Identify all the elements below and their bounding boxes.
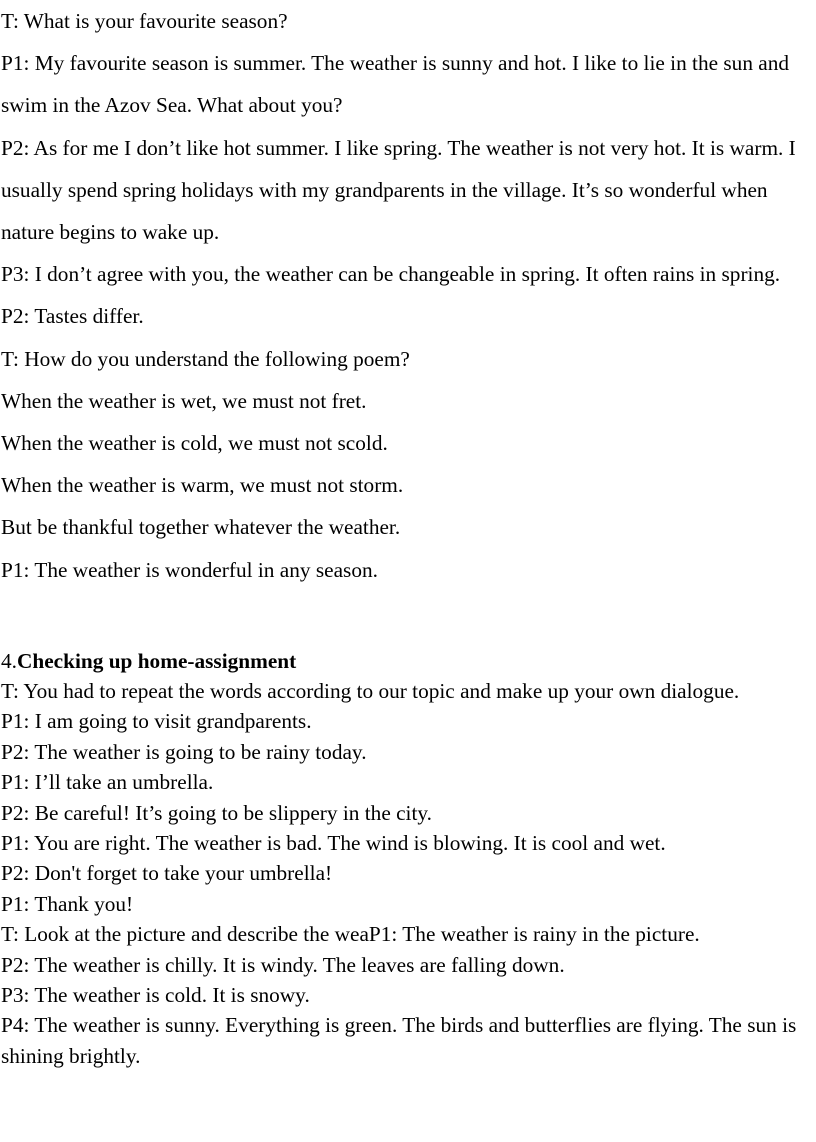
dialogue-line: P3: The weather is cold. It is snowy. [1,983,310,1008]
poem-line: When the weather is warm, we must not storm. [1,473,404,498]
poem-line: When the weather is wet, we must not fret. [1,388,367,413]
poem-line: But be thankful together whatever the weather. [1,515,401,540]
dialogue-line: T: What is your favourite season? [1,9,288,33]
dialogue-line: P4: The weather is sunny. Everything is green. The birds and butterflies are flying. The sun is shining brightly. [1,1013,797,1068]
dialogue-line: P1: I am going to visit grandparents. [1,709,312,734]
dialogue-line: T: You had to repeat the words according to our topic and make up your own dialogue. [1,679,740,703]
dialogue-line: P1: The weather is wonderful in any season. [1,557,378,582]
dialogue-line: P3: I don’t agree with you, the weather can be changeable in spring. It often rains in spring. [1,262,781,287]
dialogue-line: T: Look at the picture and describe the weaP1: The weather is rainy in the picture. [1,922,700,947]
dialogue-line: P1: My favourite season is summer. The weather is sunny and hot. I like to lie in the sun and swim in the Azov Sea. What about you? [1,51,790,118]
dialogue-section-seasons [1,0,813,591]
dialogue-line: P1: You are right. The weather is bad. The wind is blowing. It is cool and wet. [1,831,666,856]
section-number: 4. [1,649,17,673]
dialogue-line: T: How do you understand the following poem? [1,346,410,371]
dialogue-line: P2: Be careful! It’s going to be slippery in the city. [1,800,432,825]
dialogue-line: P2: Don't forget to take your umbrella! [1,861,333,886]
dialogue-line: P2: The weather is chilly. It is windy. The leaves are falling down. [1,952,565,977]
section-title: Checking up home-assignment [16,649,297,673]
dialogue-line: P1: I’ll take an umbrella. [1,770,214,795]
dialogue-line: P1: Thank you! [1,891,134,916]
poem-line: When the weather is cold, we must not scold. [1,431,388,456]
dialogue-section-homework [1,676,813,1071]
dialogue-line: P2: Tastes differ. [1,304,144,329]
dialogue-line: P2: The weather is going to be rainy today. [1,739,367,764]
section-heading [1,646,813,677]
dialogue-line: P2: As for me I don’t like hot summer. I like spring. The weather is not very hot. It is warm. I usually spend spring holidays with my grandparents in the village. It’s so wonderful when nature begins to wake up. [1,135,796,245]
